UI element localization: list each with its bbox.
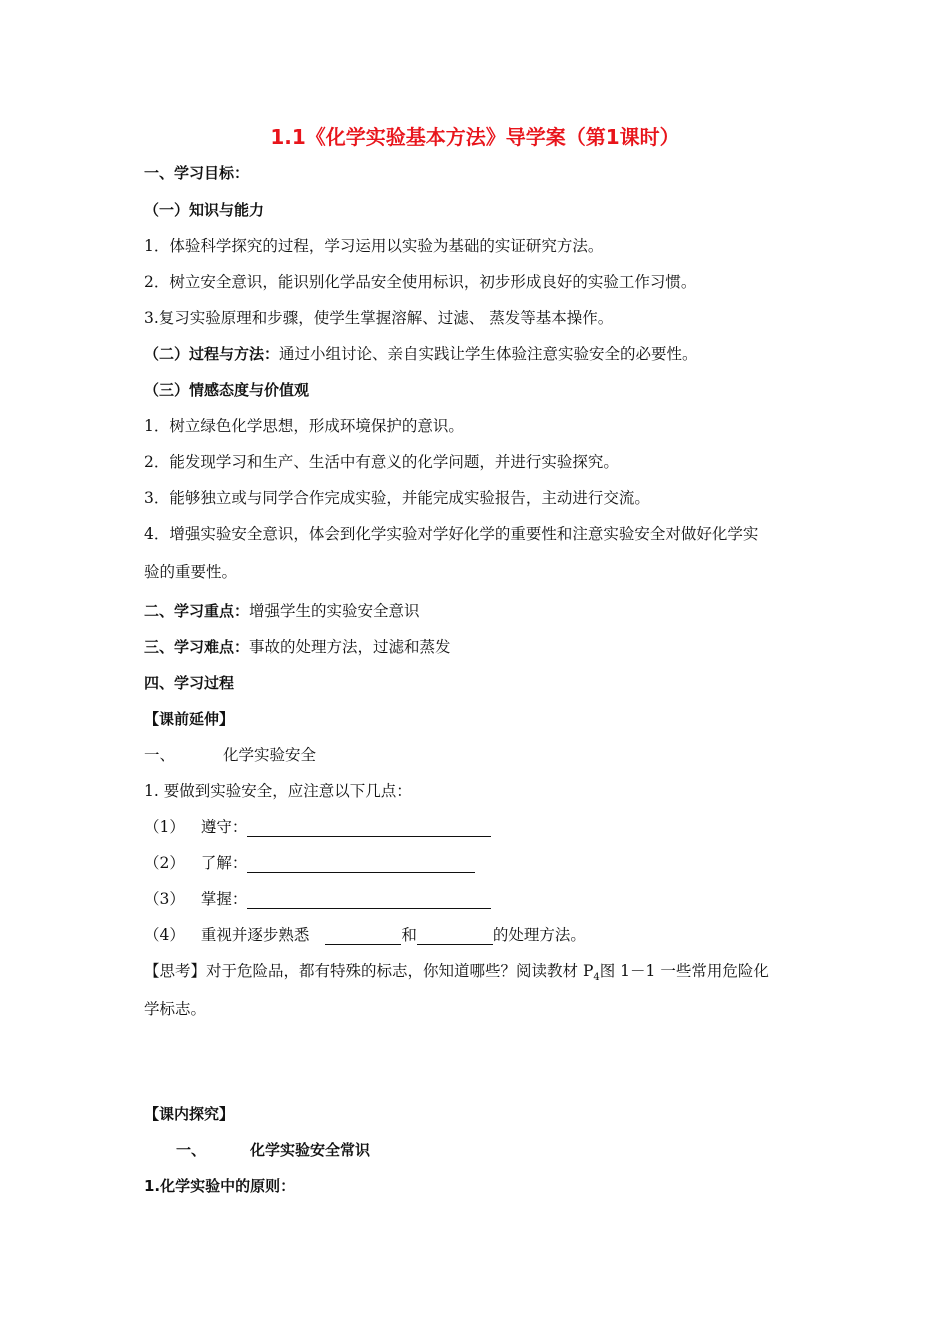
page-title: 1.1《化学实验基本方法》导学案（第1课时） bbox=[270, 125, 680, 149]
think-text-continued: 图 1－1 一些常用危险化 bbox=[599, 962, 769, 980]
fill-in-item-3 bbox=[144, 889, 491, 909]
goal-process-line bbox=[144, 344, 698, 364]
goal-values-item: 1．树立绿色化学思想，形成环境保护的意识。 bbox=[144, 417, 464, 435]
fill-in-item-4 bbox=[144, 925, 586, 945]
think-prompt-continued: 学标志。 bbox=[144, 1000, 207, 1018]
think-page-subscript: 4 bbox=[593, 972, 600, 984]
fill-in-item-1 bbox=[144, 817, 491, 837]
fill-in-label: 了解： bbox=[200, 854, 248, 872]
pre-class-heading: 【课前延伸】 bbox=[144, 710, 235, 728]
key-point-line bbox=[144, 601, 420, 621]
fill-in-connector: 和 bbox=[401, 926, 417, 944]
think-prompt bbox=[144, 961, 769, 988]
section-objectives-heading: 一、学习目标： bbox=[144, 164, 250, 182]
difficulty-heading: 三、学习难点： bbox=[144, 638, 250, 656]
in-class-question: 1.化学实验中的原则： bbox=[144, 1177, 296, 1195]
goal-values-heading: （三）情感态度与价值观 bbox=[144, 381, 310, 399]
fill-in-label: 遵守： bbox=[200, 818, 248, 836]
fill-in-label: 掌握： bbox=[200, 890, 248, 908]
difficulty-line bbox=[144, 637, 451, 657]
goal-knowledge-item: 2．树立安全意识，能识别化学品安全使用标识，初步形成良好的实验工作习惯。 bbox=[144, 273, 697, 291]
difficulty-text: 事故的处理方法，过滤和蒸发 bbox=[249, 638, 451, 656]
key-point-heading: 二、学习重点： bbox=[144, 602, 250, 620]
in-class-topic-title: 化学实验安全常识 bbox=[250, 1141, 371, 1159]
fill-in-blank[interactable] bbox=[247, 819, 491, 837]
goal-process-text: 通过小组讨论、亲自实践让学生体验注意实验安全的必要性。 bbox=[279, 345, 698, 363]
fill-in-blank[interactable] bbox=[247, 891, 491, 909]
fill-in-number: （2） bbox=[144, 854, 185, 872]
in-class-topic-number: 一、 bbox=[176, 1141, 207, 1159]
fill-in-blank[interactable] bbox=[417, 927, 493, 945]
in-class-topic bbox=[176, 1140, 370, 1160]
fill-in-number: （1） bbox=[144, 818, 185, 836]
goal-process-heading: （二）过程与方法： bbox=[144, 345, 280, 363]
fill-in-blank[interactable] bbox=[325, 927, 401, 945]
goal-values-item: 2．能发现学习和生产、生活中有意义的化学问题，并进行实验探究。 bbox=[144, 453, 619, 471]
in-class-heading: 【课内探究】 bbox=[144, 1105, 235, 1123]
fill-in-text: 重视并逐步熟悉 bbox=[200, 926, 310, 944]
goal-values-item: 4．增强实验安全意识，体会到化学实验对学好化学的重要性和注意实验安全对做好化学实 bbox=[144, 525, 759, 543]
goal-knowledge-heading: （一）知识与能力 bbox=[144, 201, 265, 219]
fill-in-text-end: 的处理方法。 bbox=[492, 926, 586, 944]
pre-class-topic-title: 化学实验安全 bbox=[223, 746, 317, 764]
fill-in-number: （4） bbox=[144, 926, 185, 944]
fill-in-item-2 bbox=[144, 853, 475, 873]
pre-class-topic-number: 一、 bbox=[144, 746, 176, 764]
pre-class-question: 1. 要做到实验安全，应注意以下几点： bbox=[144, 782, 412, 800]
goal-knowledge-item: 1．体验科学探究的过程，学习运用以实验为基础的实证研究方法。 bbox=[144, 237, 604, 255]
goal-knowledge-item: 3.复习实验原理和步骤，使学生掌握溶解、过滤、 蒸发等基本操作。 bbox=[144, 309, 614, 327]
fill-in-blank[interactable] bbox=[247, 855, 475, 873]
think-tag: 【思考】 bbox=[144, 962, 207, 980]
goal-values-item: 3．能够独立或与同学合作完成实验，并能完成实验报告，主动进行交流。 bbox=[144, 489, 650, 507]
goal-values-item-continued: 验的重要性。 bbox=[144, 563, 238, 581]
learning-process-heading: 四、学习过程 bbox=[144, 674, 235, 692]
pre-class-topic bbox=[144, 745, 316, 765]
fill-in-number: （3） bbox=[144, 890, 185, 908]
think-text: 对于危险品，都有特殊的标志，你知道哪些？阅读教材 P bbox=[206, 962, 594, 980]
key-point-text: 增强学生的实验安全意识 bbox=[249, 602, 420, 620]
